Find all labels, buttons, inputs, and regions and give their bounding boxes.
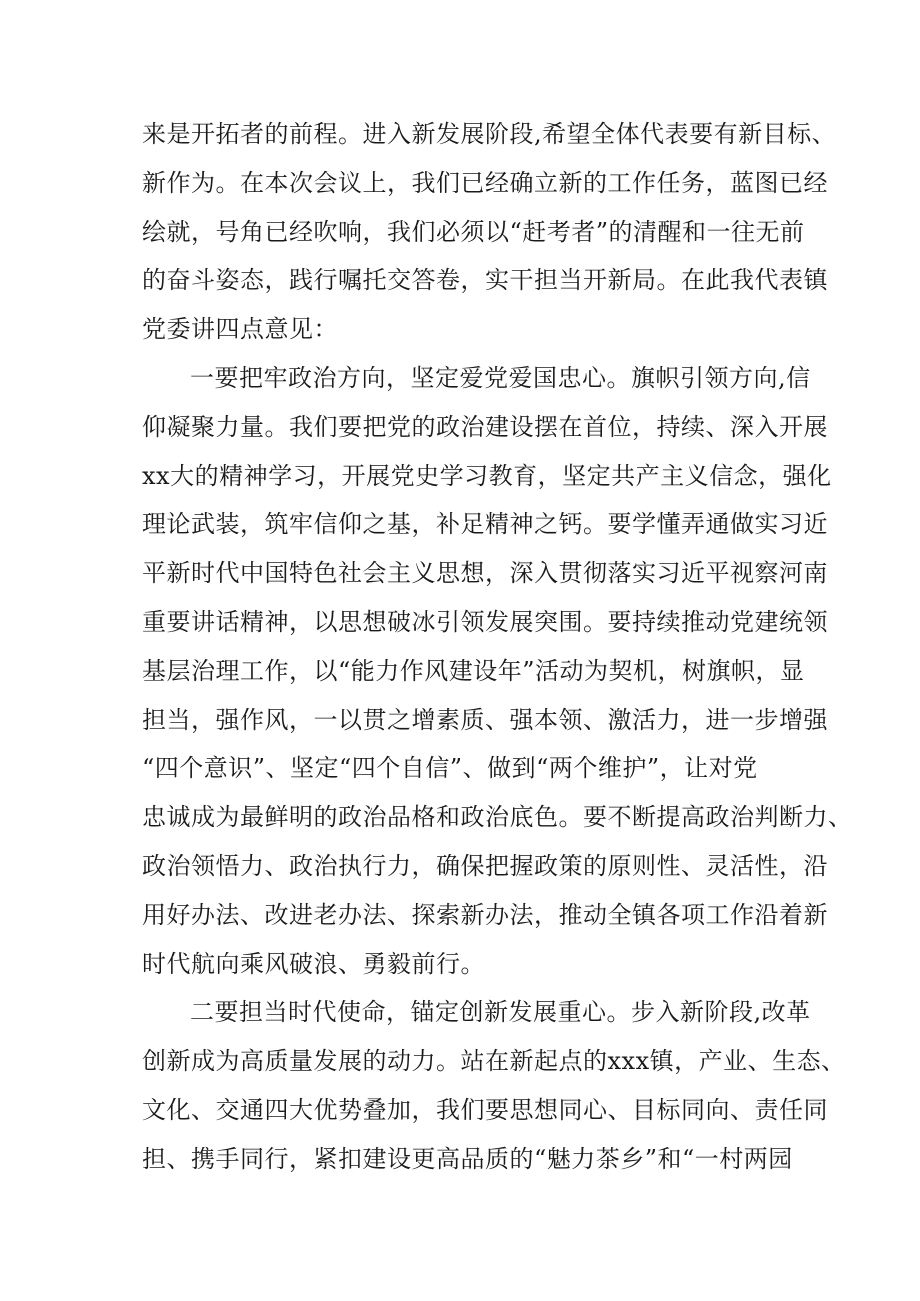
paragraph-2-line: 基层治理工作，以“能力作风建设年”活动为契机，树旗帜，显 (142, 656, 805, 685)
paragraph-1-line: 绘就，号角已经吹响，我们必须以“赶考者”的清醒和一往无前 (142, 217, 805, 246)
paragraph-2-line: 平新时代中国特色社会主义思想，深入贯彻落实习近平视察河南 (142, 559, 828, 588)
paragraph-2-first-line: 一要把牢政治方向，坚定爱党爱国忠心。旗帜引领方向,信 (190, 363, 811, 392)
paragraph-2-line: 政治领悟力、政治执行力，确保把握政策的原则性、灵活性，沿 (142, 851, 828, 880)
paragraph-3-line: 创新成为高质量发展的动力。站在新起点的xxx镇，产业、生态、 (142, 1047, 846, 1076)
paragraph-2-line: xx大的精神学习，开展党史学习教育，坚定共产主义信念，强化 (142, 461, 832, 490)
paragraph-1-line: 来是开拓者的前程。进入新发展阶段,希望全体代表要有新目标、 (142, 120, 837, 148)
paragraph-3-line: 担、携手同行，紧扣建设更高品质的“魅力茶乡”和“一村两园 (142, 1144, 793, 1173)
paragraph-2-line: 忠诚成为最鲜明的政治品格和政治底色。要不断提高政治判断力、 (142, 803, 853, 832)
body-text (142, 110, 853, 1184)
paragraph-2-line: 担当，强作风，一以贯之增素质、强本领、激活力，进一步增强 (142, 705, 828, 734)
paragraph-3-line: 文化、交通四大优势叠加，我们要思想同心、目标同向、责任同 (142, 1095, 828, 1124)
paragraph-3-first-line: 二要担当时代使命，锚定创新发展重心。步入新阶段,改革 (190, 998, 811, 1027)
paragraph-2-line: 重要讲话精神，以思想破冰引领发展突围。要持续推动党建统领 (142, 607, 828, 636)
paragraph-1-line: 党委讲四点意见： (142, 315, 338, 344)
paragraph-2-line: “四个意识”、坚定“四个自信”、做到“两个维护”，让对党 (142, 754, 758, 783)
paragraph-2-line: 仰凝聚力量。我们要把党的政治建设摆在首位，持续、深入开展 (142, 412, 828, 441)
paragraph-2-line: 理论武装，筑牢信仰之基，补足精神之钙。要学懂弄通做实习近 (142, 510, 828, 539)
paragraph-1-line: 新作为。在本次会议上，我们已经确立新的工作任务，蓝图已经 (142, 168, 828, 197)
paragraph-1-line: 的奋斗姿态，践行嘱托交答卷，实干担当开新局。在此我代表镇 (142, 266, 828, 295)
paragraph-2-line: 时代航向乘风破浪、勇毅前行。 (142, 949, 485, 978)
paragraph-2-line: 用好办法、改进老办法、探索新办法，推动全镇各项工作沿着新 (142, 900, 828, 929)
